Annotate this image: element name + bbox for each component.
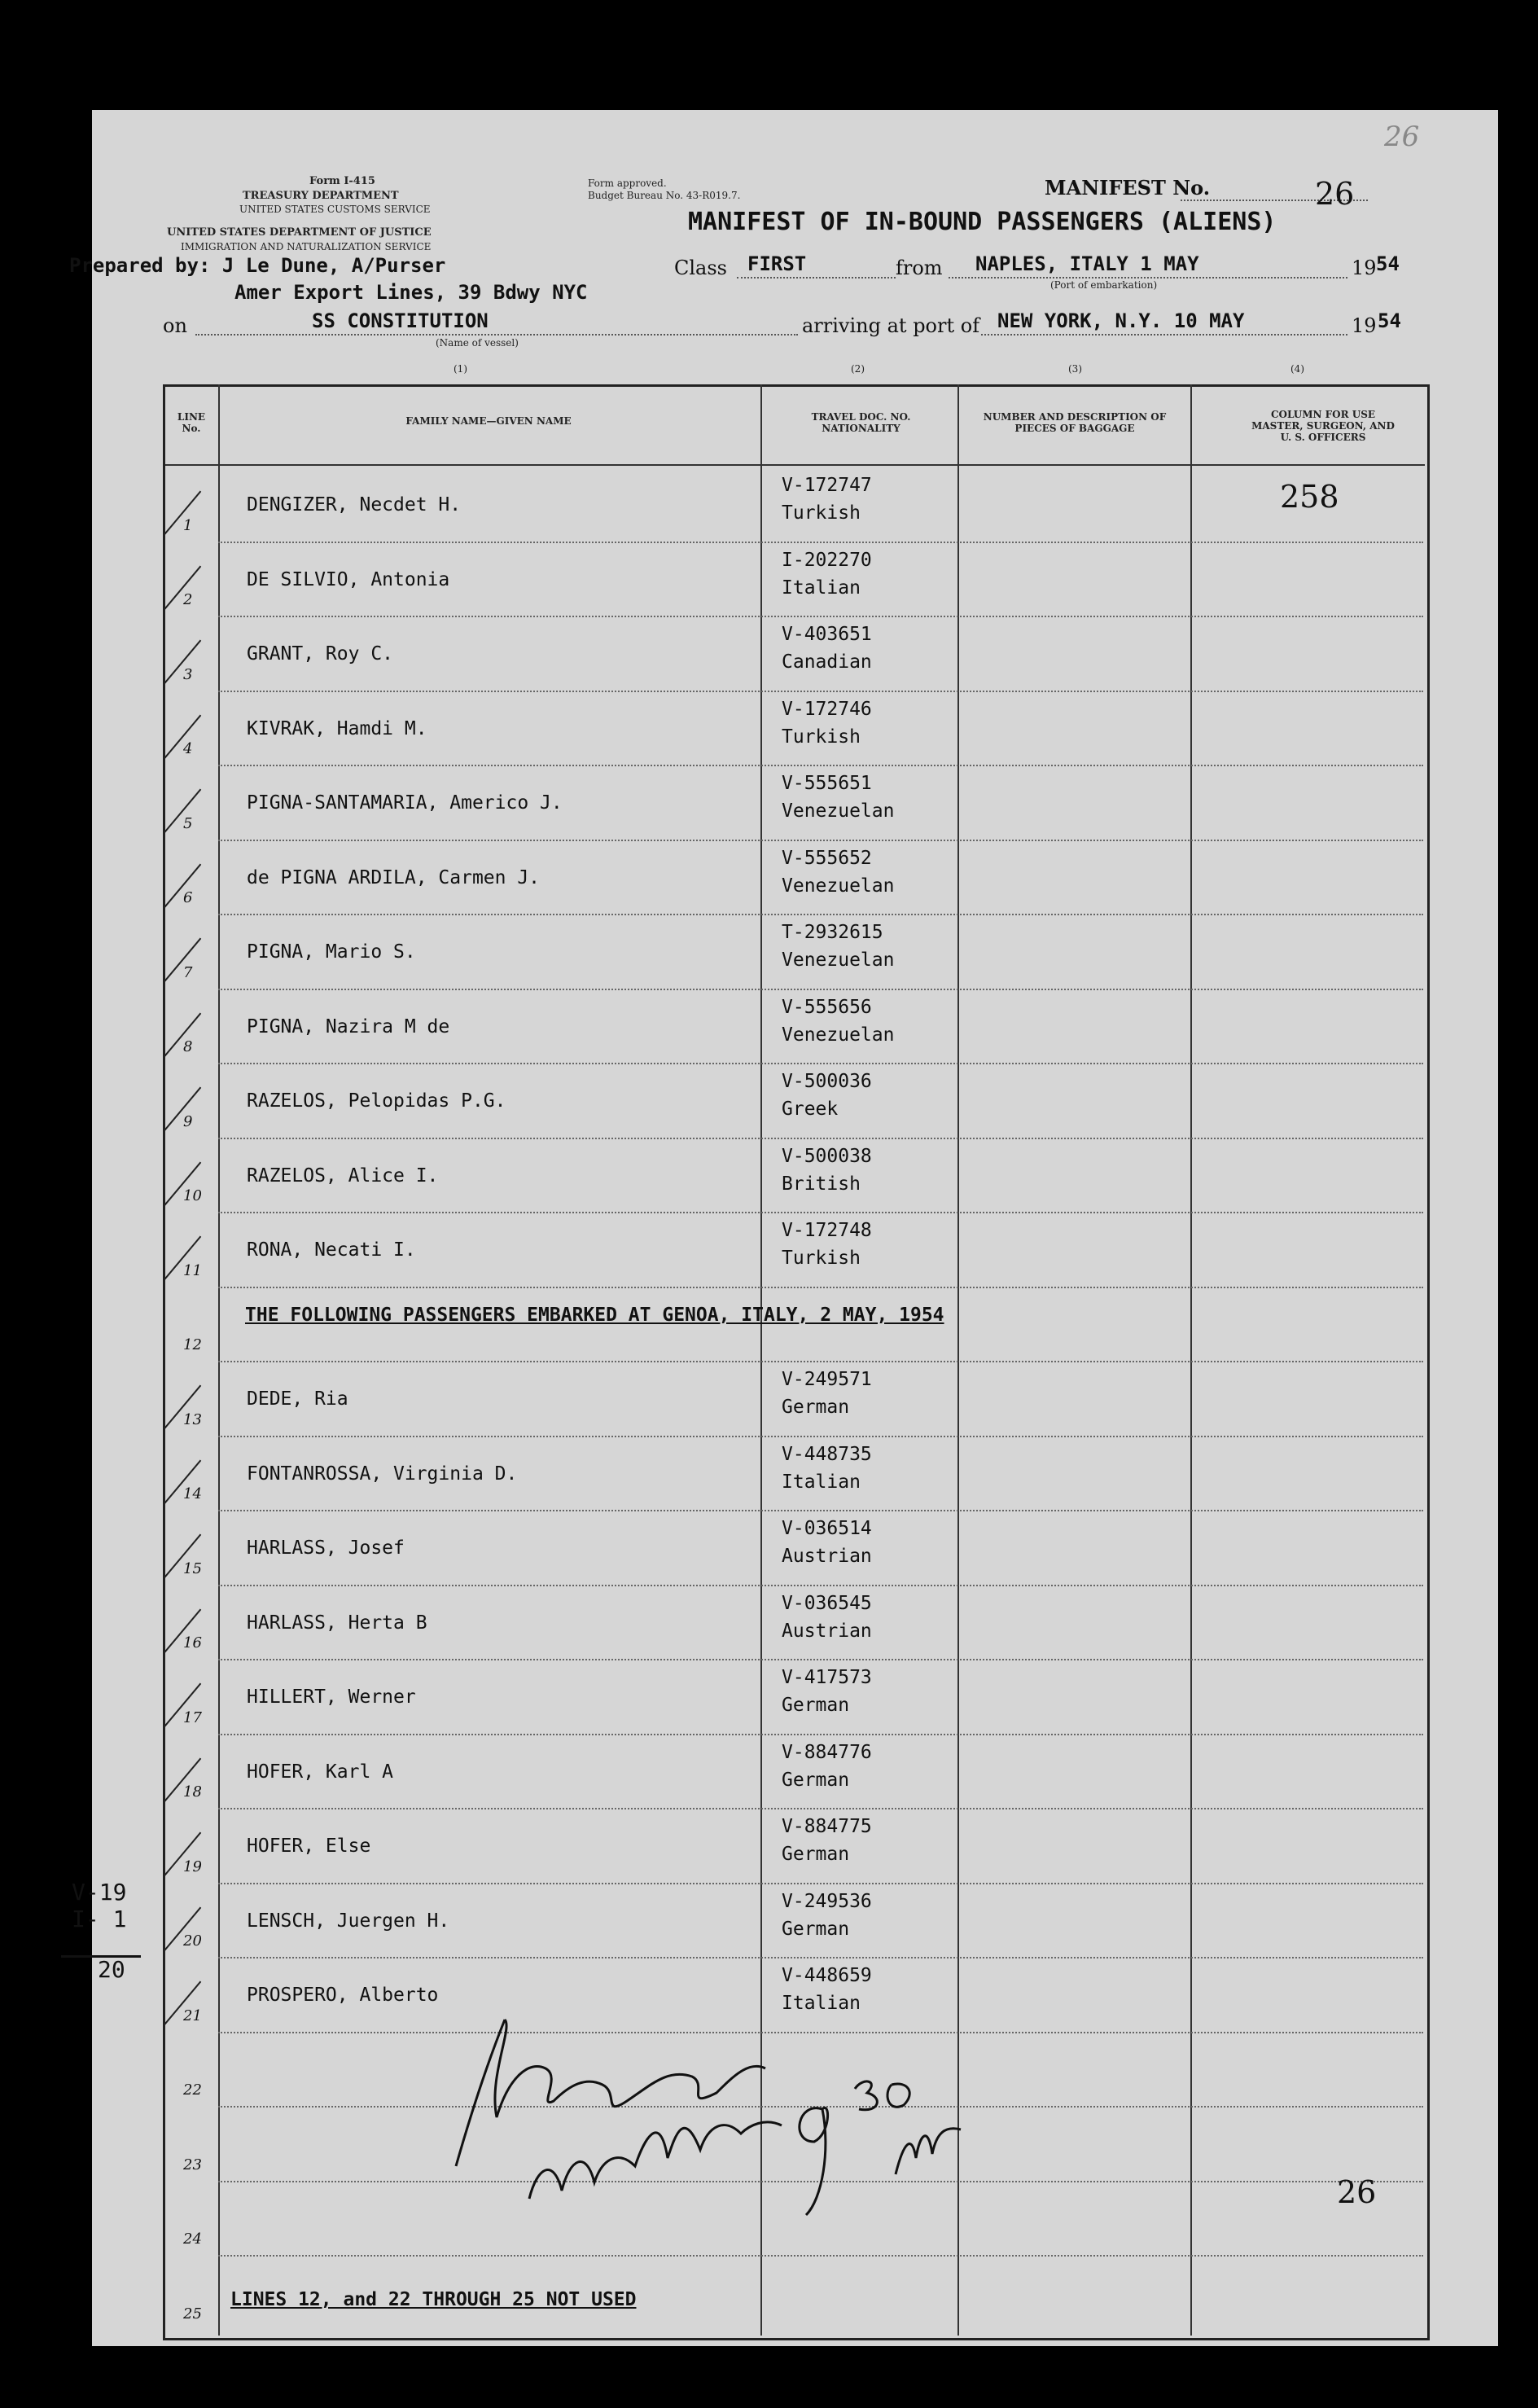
row-line-number: 18 bbox=[183, 1783, 202, 1801]
table-row bbox=[165, 617, 1425, 692]
row-line-number: 5 bbox=[183, 814, 193, 832]
table-row bbox=[165, 1288, 1425, 1363]
col-number-3: (3) bbox=[1068, 363, 1082, 375]
passenger-name: HARLASS, Josef bbox=[247, 1537, 405, 1559]
row-line-number: 6 bbox=[183, 889, 193, 906]
check-mark bbox=[164, 789, 202, 834]
table-row bbox=[165, 1064, 1425, 1139]
nationality: German bbox=[782, 1769, 850, 1791]
row-line-number: 20 bbox=[183, 1932, 202, 1950]
passenger-name: PIGNA, Nazira M de bbox=[247, 1015, 450, 1037]
nationality: German bbox=[782, 1918, 850, 1940]
row-line-number: 2 bbox=[183, 591, 193, 608]
travel-doc-number: T-2932615 bbox=[782, 922, 883, 943]
check-mark bbox=[164, 1012, 202, 1057]
on-label: on bbox=[163, 314, 187, 337]
row-line-number: 13 bbox=[183, 1410, 202, 1428]
budget-bureau: Budget Bureau No. 43-R019.7. bbox=[588, 190, 741, 201]
travel-doc-number: V-403651 bbox=[782, 624, 872, 645]
travel-doc-number: V-448659 bbox=[782, 1965, 872, 1986]
nationality: Italian bbox=[782, 1471, 861, 1493]
travel-doc-number: I-202270 bbox=[782, 549, 872, 571]
arrival-port: NEW YORK, N.Y. 10 MAY bbox=[997, 309, 1245, 332]
tally-total: 20 bbox=[98, 1956, 125, 1983]
table-row bbox=[165, 543, 1425, 618]
table-row bbox=[165, 1884, 1425, 1959]
port-caption: (Port of embarkation) bbox=[1050, 279, 1158, 291]
nationality: Turkish bbox=[782, 726, 861, 748]
col-header-officers: COLUMN FOR USE MASTER, SURGEON, AND U. S. OFFICERS bbox=[1251, 409, 1395, 443]
col-header-baggage: NUMBER AND DESCRIPTION OF PIECES OF BAGGAGE bbox=[983, 411, 1167, 434]
section-note: THE FOLLOWING PASSENGERS EMBARKED AT GENOA, ITALY, 2 MAY, 1954 bbox=[245, 1304, 944, 1326]
nationality: Italian bbox=[782, 1993, 861, 2014]
customs-service: UNITED STATES CUSTOMS SERVICE bbox=[239, 204, 431, 215]
travel-doc-number: V-555656 bbox=[782, 996, 872, 1018]
check-mark bbox=[164, 565, 202, 610]
travel-doc-number: V-417573 bbox=[782, 1667, 872, 1688]
section-note: LINES 12, and 22 THROUGH 25 NOT USED bbox=[230, 2289, 637, 2310]
nationality: British bbox=[782, 1173, 861, 1195]
form-number: Form I-415 bbox=[309, 175, 375, 187]
col-header-line-no: LINE No. bbox=[177, 411, 206, 434]
nationality: German bbox=[782, 1844, 850, 1865]
table-row bbox=[165, 766, 1425, 841]
table-row bbox=[165, 1511, 1425, 1586]
table-row bbox=[165, 468, 1425, 543]
passenger-name: DEDE, Ria bbox=[247, 1388, 348, 1410]
check-mark bbox=[164, 491, 202, 536]
officer-signature bbox=[440, 2011, 1010, 2231]
check-mark bbox=[164, 863, 202, 908]
corner-mark: 26 bbox=[1384, 121, 1420, 153]
row-line-number: 24 bbox=[183, 2230, 202, 2248]
nationality: Austrian bbox=[782, 1620, 872, 1642]
nationality: Venezuelan bbox=[782, 875, 895, 897]
travel-doc-number: V-036545 bbox=[782, 1592, 872, 1614]
row-line-number: 19 bbox=[183, 1858, 202, 1875]
check-mark bbox=[164, 714, 202, 759]
travel-doc-number: V-172747 bbox=[782, 475, 872, 496]
nationality: Canadian bbox=[782, 651, 872, 673]
passenger-name: RAZELOS, Pelopidas P.G. bbox=[247, 1090, 506, 1112]
passenger-name: GRANT, Roy C. bbox=[247, 643, 394, 665]
row-line-number: 10 bbox=[183, 1187, 202, 1204]
passenger-name: KIVRAK, Hamdi M. bbox=[247, 717, 427, 739]
row-line-number: 16 bbox=[183, 1634, 202, 1651]
travel-doc-number: V-555651 bbox=[782, 773, 872, 794]
year-prefix-2: 19 bbox=[1352, 314, 1377, 337]
table-row bbox=[165, 692, 1425, 767]
year-value: 54 bbox=[1376, 252, 1400, 275]
row-line-number: 15 bbox=[183, 1559, 202, 1577]
doj: UNITED STATES DEPARTMENT OF JUSTICE bbox=[167, 226, 432, 239]
travel-doc-number: V-036514 bbox=[782, 1518, 872, 1539]
bottom-stamp-number: 26 bbox=[1337, 2174, 1377, 2210]
page-title: MANIFEST OF IN-BOUND PASSENGERS (ALIENS) bbox=[688, 208, 1277, 236]
passenger-name: LENSCH, Juergen H. bbox=[247, 1910, 450, 1932]
table-row bbox=[165, 1735, 1425, 1810]
row-line-number: 21 bbox=[183, 2007, 202, 2024]
table-row bbox=[165, 841, 1425, 916]
passenger-name: HOFER, Else bbox=[247, 1836, 371, 1857]
prepared-company: Amer Export Lines, 39 Bdwy NYC bbox=[234, 281, 588, 304]
class-value: FIRST bbox=[747, 252, 807, 275]
passenger-name: HOFER, Karl A bbox=[247, 1761, 394, 1783]
passenger-name: de PIGNA ARDILA, Carmen J. bbox=[247, 866, 541, 888]
nationality: German bbox=[782, 1695, 850, 1716]
class-label: Class bbox=[674, 257, 727, 279]
passenger-name: FONTANROSSA, Virginia D. bbox=[247, 1463, 518, 1485]
vessel-name: SS CONSTITUTION bbox=[312, 309, 489, 332]
row-line-number: 9 bbox=[183, 1112, 193, 1130]
check-mark bbox=[164, 1087, 202, 1132]
table-row bbox=[165, 1809, 1425, 1884]
prepared-by: Prepared by: J Le Dune, A/Purser bbox=[69, 254, 446, 277]
form-approved: Form approved. bbox=[588, 178, 667, 189]
row-line-number: 7 bbox=[183, 963, 193, 981]
nationality: Venezuelan bbox=[782, 800, 895, 822]
nationality: Venezuelan bbox=[782, 950, 895, 971]
nationality: Austrian bbox=[782, 1546, 872, 1567]
row-line-number: 23 bbox=[183, 2156, 202, 2173]
table-row bbox=[165, 915, 1425, 990]
travel-doc-number: V-249571 bbox=[782, 1369, 872, 1390]
manifest-number: 26 bbox=[1315, 176, 1355, 212]
officer-stamp-number: 258 bbox=[1280, 479, 1339, 515]
col-number-2: (2) bbox=[851, 363, 865, 375]
tally-v: V-19 bbox=[72, 1879, 127, 1906]
row-line-number: 8 bbox=[183, 1038, 193, 1055]
travel-doc-number: V-500038 bbox=[782, 1145, 872, 1167]
col-number-4: (4) bbox=[1290, 363, 1304, 375]
check-mark bbox=[164, 640, 202, 685]
check-mark bbox=[164, 938, 202, 983]
table-row bbox=[165, 2257, 1425, 2331]
row-line-number: 1 bbox=[183, 516, 193, 534]
row-line-number: 3 bbox=[183, 665, 193, 683]
passenger-name: PROSPERO, Alberto bbox=[247, 1985, 439, 2006]
table-row bbox=[165, 1213, 1425, 1288]
table-row bbox=[165, 1660, 1425, 1735]
treasury-dept: TREASURY DEPARTMENT bbox=[243, 190, 399, 202]
col-header-name: FAMILY NAME—GIVEN NAME bbox=[405, 415, 572, 427]
travel-doc-number: V-172748 bbox=[782, 1220, 872, 1241]
row-line-number: 22 bbox=[183, 2081, 202, 2099]
travel-doc-number: V-249536 bbox=[782, 1890, 872, 1912]
row-line-number: 17 bbox=[183, 1708, 202, 1726]
table-row bbox=[165, 1362, 1425, 1437]
row-line-number: 11 bbox=[183, 1261, 202, 1279]
year-value-2: 54 bbox=[1378, 309, 1401, 332]
vessel-caption: (Name of vessel) bbox=[436, 337, 519, 349]
ins: IMMIGRATION AND NATURALIZATION SERVICE bbox=[181, 241, 432, 252]
table-row bbox=[165, 1139, 1425, 1214]
travel-doc-number: V-884775 bbox=[782, 1816, 872, 1837]
passenger-name: HARLASS, Herta B bbox=[247, 1612, 427, 1634]
nationality: German bbox=[782, 1397, 850, 1418]
travel-doc-number: V-448735 bbox=[782, 1443, 872, 1465]
tally-i: I- 1 bbox=[72, 1906, 127, 1932]
table-row bbox=[165, 990, 1425, 1065]
passenger-name: HILLERT, Werner bbox=[247, 1686, 416, 1708]
nationality: Greek bbox=[782, 1099, 839, 1120]
table-row bbox=[165, 1586, 1425, 1661]
travel-doc-number: V-500036 bbox=[782, 1071, 872, 1092]
row-line-number: 12 bbox=[183, 1336, 202, 1353]
nationality: Turkish bbox=[782, 1248, 861, 1269]
travel-doc-number: V-555652 bbox=[782, 847, 872, 869]
nationality: Turkish bbox=[782, 502, 861, 524]
year-prefix: 19 bbox=[1352, 257, 1377, 279]
from-value: NAPLES, ITALY 1 MAY bbox=[975, 252, 1199, 275]
travel-doc-number: V-884776 bbox=[782, 1741, 872, 1763]
table-row bbox=[165, 1437, 1425, 1512]
row-line-number: 14 bbox=[183, 1485, 202, 1502]
passenger-name: RAZELOS, Alice I. bbox=[247, 1165, 439, 1186]
passenger-name: RONA, Necati I. bbox=[247, 1239, 416, 1261]
row-line-number: 4 bbox=[183, 740, 193, 757]
passenger-name: PIGNA, Mario S. bbox=[247, 941, 416, 963]
arriving-label: arriving at port of bbox=[802, 314, 980, 337]
passenger-name: DENGIZER, Necdet H. bbox=[247, 494, 462, 515]
col-number-1: (1) bbox=[454, 363, 467, 375]
passenger-name: DE SILVIO, Antonia bbox=[247, 568, 450, 590]
travel-doc-number: V-172746 bbox=[782, 698, 872, 720]
nationality: Venezuelan bbox=[782, 1024, 895, 1046]
passenger-name: PIGNA-SANTAMARIA, Americo J. bbox=[247, 792, 563, 814]
row-line-number: 25 bbox=[183, 2305, 202, 2322]
col-header-doc: TRAVEL DOC. NO. NATIONALITY bbox=[811, 411, 911, 434]
nationality: Italian bbox=[782, 577, 861, 599]
manifest-label: MANIFEST No. bbox=[1045, 176, 1211, 200]
from-label: from bbox=[896, 257, 943, 279]
